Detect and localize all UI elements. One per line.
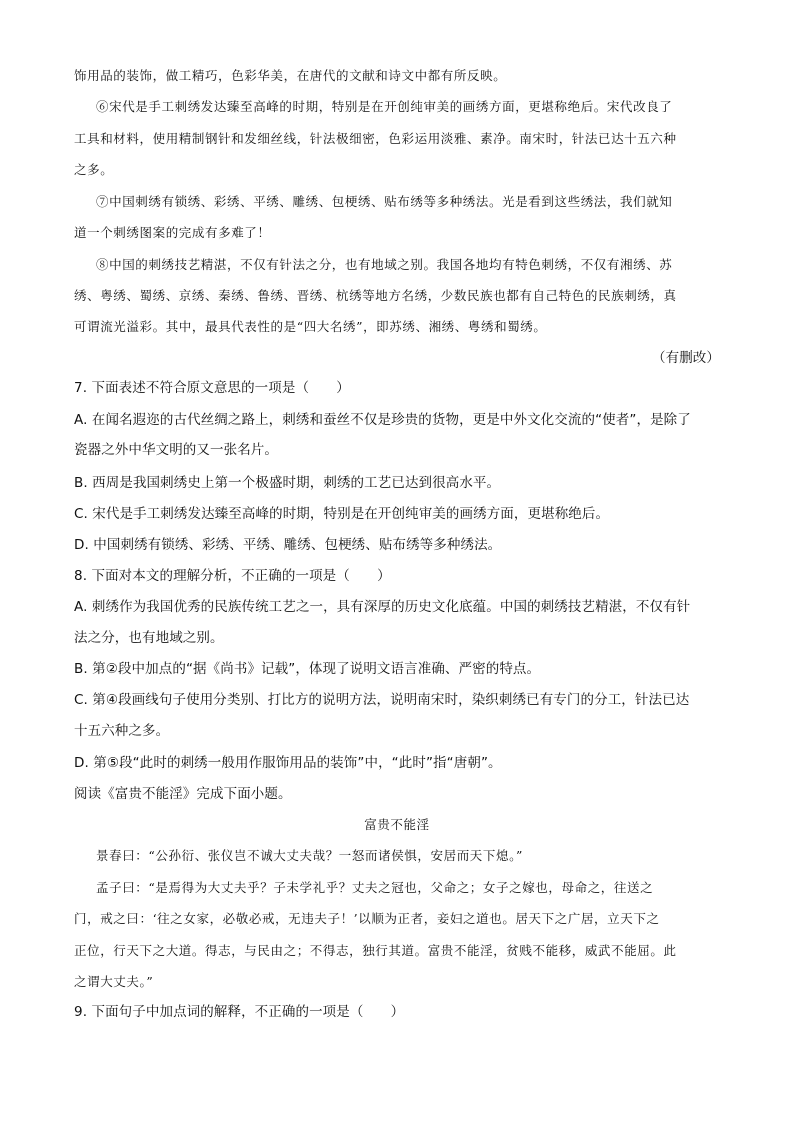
passage-p8-line3: 可谓流光溢彩。其中，最具代表性的是“四大名绣”，即苏绣、湘绣、粤绣和蜀绣。 xyxy=(74,319,547,334)
passage-title: 富贵不能淫 xyxy=(364,817,430,832)
passage-p6-line3: 之多。 xyxy=(74,162,114,177)
question-8-option-a-line2: 法之分，也有地域之别。 xyxy=(74,630,224,646)
source-note: （有删改） xyxy=(652,350,720,366)
question-8-option-c-line2: 十五六种之多。 xyxy=(74,723,170,739)
question-8-option-c-line1: C. 第④段画线句子使用分类别、打比方的说明方法，说明南宋时，染织刺绣已有专门的分工，针法已达 xyxy=(74,692,690,708)
passage-p6-line1: ⑥宋代是手工刺绣发达臻至高峰的时期，特别是在开创纯审美的画绣方面，更堪称绝后。宋代改良了 xyxy=(96,99,673,114)
classical-line-1: 景春曰：“公孙衍、张仪岂不诚大丈夫哉？一怒而诸侯惧，安居而天下熄。” xyxy=(96,848,523,863)
question-7-option-c: C. 宋代是手工刺绣发达臻至高峰的时期，特别是在开创纯审美的画绣方面，更堪称绝后。 xyxy=(74,506,610,522)
question-7-option-a-line1: A. 在闻名遐迩的古代丝绸之路上，刺绣和蚕丝不仅是珍贵的货物，更是中外文化交流的“使者”，是除了 xyxy=(74,412,691,428)
passage-p6-line2: 工具和材料，使用精制钢针和发细丝线，针法极细密，色彩运用淡雅、素净。南宋时，针法已达十五六种 xyxy=(74,131,677,146)
classical-line-4: 正位，行天下之大道。得志，与民由之；不得志，独行其道。富贵不能淫，贫贱不能移，威武不能屈。此 xyxy=(74,943,677,958)
question-8-stem: 8. 下面对本文的理解分析，不正确的一项是（ ） xyxy=(74,568,391,584)
passage-p8-line2: 绣、粤绣、蜀绣、京绣、秦绣、鲁绣、晋绣、杭绣等地方名绣，少数民族也都有自己特色的民族刺绣，真 xyxy=(74,288,677,303)
passage-p5-tail: 饰用品的装饰，做工精巧，色彩华美，在唐代的文献和诗文中都有所反映。 xyxy=(74,68,507,83)
classical-line-5: 之谓大丈夫。” xyxy=(74,974,154,989)
question-7-option-b: B. 西周是我国刺绣史上第一个极盛时期，刺绣的工艺已达到很高水平。 xyxy=(74,475,501,491)
question-7-stem: 7. 下面表述不符合原文意思的一项是（ ） xyxy=(74,380,350,396)
classical-line-2: 孟子曰：“是焉得为大丈夫乎？子未学礼乎？丈夫之冠也，父命之；女子之嫁也，母命之，往送之 xyxy=(96,880,654,895)
question-9-stem: 9. 下面句子中加点词的解释，不正确的一项是（ ） xyxy=(74,1004,405,1020)
question-7-option-a-line2: 瓷器之外中华文明的又一张名片。 xyxy=(74,442,278,458)
question-8-option-a-line1: A. 刺绣作为我国优秀的民族传统工艺之一，具有深厚的历史文化底蕴。中国的刺绣技艺精湛，不仅有针 xyxy=(74,599,691,615)
passage-p7-line2: 道一个刺绣图案的完成有多难了！ xyxy=(74,225,271,240)
question-8-option-b: B. 第②段中加点的“据《尚书》记载”，体现了说明文语言准确、严密的特点。 xyxy=(74,661,541,677)
classical-line-3: 门，戒之曰：‘往之女家，必敬必戒，无违夫子！’以顺为正者，妾妇之道也。居天下之广居，立天下之 xyxy=(74,911,660,926)
reading-intro: 阅读《富贵不能淫》完成下面小题。 xyxy=(74,786,292,802)
question-8-option-d: D. 第⑤段“此时的刺绣一般用作服饰用品的装饰”中，“此时”指“唐朝”。 xyxy=(74,755,502,771)
question-7-option-d: D. 中国刺绣有锁绣、彩绣、平绣、雕绣、包梗绣、贴布绣等多种绣法。 xyxy=(74,537,502,553)
passage-p7-line1: ⑦中国刺绣有锁绣、彩绣、平绣、雕绣、包梗绣、贴布绣等多种绣法。光是看到这些绣法，我们就知 xyxy=(96,194,673,209)
passage-p8-line1: ⑧中国的刺绣技艺精湛，不仅有针法之分，也有地域之别。我国各地均有特色刺绣，不仅有湘绣、苏 xyxy=(96,257,673,272)
